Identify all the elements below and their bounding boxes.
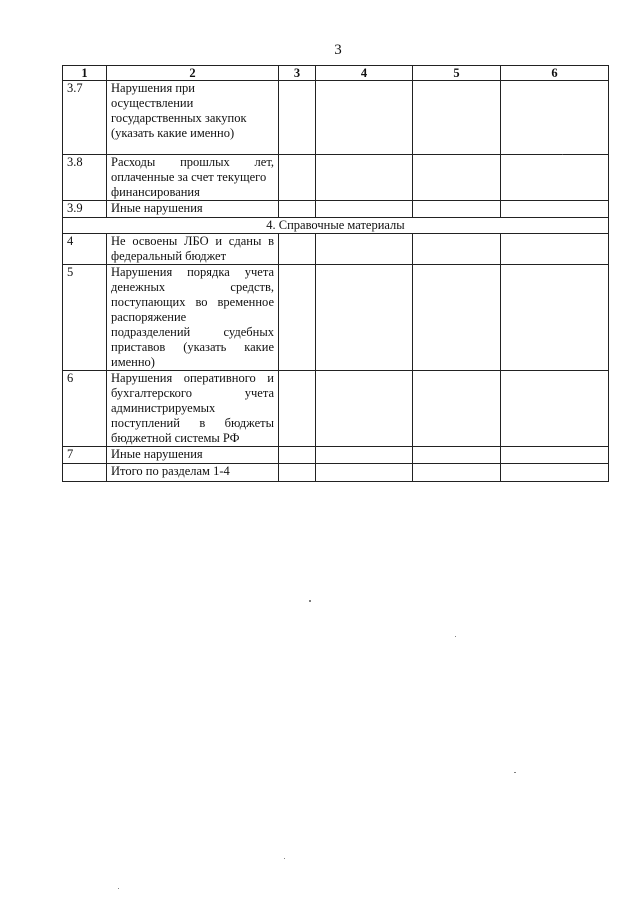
column-header: 2 [107, 66, 279, 81]
description-line: (указать какие именно) [111, 126, 235, 140]
description-line: администрируемых [111, 401, 216, 415]
row-number: 3.7 [63, 81, 107, 155]
row-description [107, 447, 279, 464]
column-header: 3 [279, 66, 316, 81]
report-table [62, 65, 609, 482]
description-line: Иные нарушения [111, 201, 203, 215]
description-line: бюджетной системы РФ [111, 431, 240, 445]
description-line: бухгалтерского учета [111, 386, 274, 400]
table-row [63, 201, 609, 218]
scan-speck [118, 888, 119, 889]
empty-cell [413, 201, 501, 218]
table-row [63, 447, 609, 464]
table-header-row [63, 66, 609, 81]
column-header: 5 [413, 66, 501, 81]
row-number: 6 [63, 371, 107, 447]
empty-cell [279, 81, 316, 155]
empty-cell [501, 265, 609, 371]
empty-cell [413, 447, 501, 464]
column-header: 1 [63, 66, 107, 81]
empty-cell [279, 447, 316, 464]
empty-cell [279, 234, 316, 265]
description-line: Нарушения порядка учета [111, 265, 274, 279]
description-line: осуществлении [111, 96, 194, 110]
empty-cell [501, 371, 609, 447]
section-title: 4. Справочные материалы [63, 218, 609, 234]
empty-cell [316, 234, 413, 265]
description-line: подразделений судебных [111, 325, 274, 339]
row-number: 5 [63, 265, 107, 371]
empty-cell [316, 81, 413, 155]
description-line: оплаченные за счет текущего [111, 170, 267, 184]
empty-cell [316, 447, 413, 464]
table-row [63, 155, 609, 201]
description-line: именно) [111, 355, 155, 369]
empty-cell [501, 447, 609, 464]
row-number: 7 [63, 447, 107, 464]
row-number [63, 464, 107, 482]
row-description [107, 371, 279, 447]
description-line: поступлений в бюджеты [111, 416, 274, 430]
scan-speck [514, 772, 516, 773]
empty-cell [413, 371, 501, 447]
description-line: Иные нарушения [111, 447, 203, 461]
empty-cell [316, 371, 413, 447]
table-row [63, 81, 609, 155]
empty-cell [413, 81, 501, 155]
empty-cell [279, 265, 316, 371]
empty-cell [316, 155, 413, 201]
description-line: федеральный бюджет [111, 249, 227, 263]
table-row-total [63, 464, 609, 482]
scan-speck [309, 600, 311, 602]
row-number: 3.9 [63, 201, 107, 218]
row-number: 3.8 [63, 155, 107, 201]
column-header: 6 [501, 66, 609, 81]
empty-cell [413, 234, 501, 265]
empty-cell [279, 155, 316, 201]
empty-cell [316, 464, 413, 482]
empty-cell [413, 155, 501, 201]
section-row [63, 218, 609, 234]
description-line: Расходы прошлых лет, [111, 155, 274, 169]
description-line: Нарушения оперативного и [111, 371, 274, 385]
scan-speck [455, 636, 456, 637]
empty-cell [501, 81, 609, 155]
empty-cell [501, 201, 609, 218]
empty-cell [501, 155, 609, 201]
empty-cell [279, 464, 316, 482]
description-line: Итого по разделам 1-4 [111, 464, 230, 478]
description-line: распоряжение [111, 310, 187, 324]
column-header: 4 [316, 66, 413, 81]
table-row [63, 265, 609, 371]
empty-cell [316, 265, 413, 371]
scan-speck [562, 154, 563, 155]
description-line: денежных средств, [111, 280, 274, 294]
empty-cell [279, 201, 316, 218]
description-line: поступающих во временное [111, 295, 274, 309]
table-row [63, 234, 609, 265]
empty-cell [413, 265, 501, 371]
page-number: 3 [334, 42, 342, 58]
description-line: Не освоены ЛБО и сданы в [111, 234, 274, 248]
table-row [63, 371, 609, 447]
empty-cell [501, 464, 609, 482]
row-number: 4 [63, 234, 107, 265]
scan-speck [284, 858, 285, 859]
description-line: государственных закупок [111, 111, 247, 125]
empty-cell [501, 234, 609, 265]
row-description [107, 201, 279, 218]
row-description [107, 81, 279, 155]
empty-cell [413, 464, 501, 482]
empty-cell [279, 371, 316, 447]
row-description [107, 234, 279, 265]
row-description [107, 265, 279, 371]
description-line: Нарушения при [111, 81, 195, 95]
description-line: финансирования [111, 185, 200, 199]
empty-cell [316, 201, 413, 218]
row-description [107, 464, 279, 482]
description-line: приставов (указать какие [111, 340, 274, 354]
row-description [107, 155, 279, 201]
